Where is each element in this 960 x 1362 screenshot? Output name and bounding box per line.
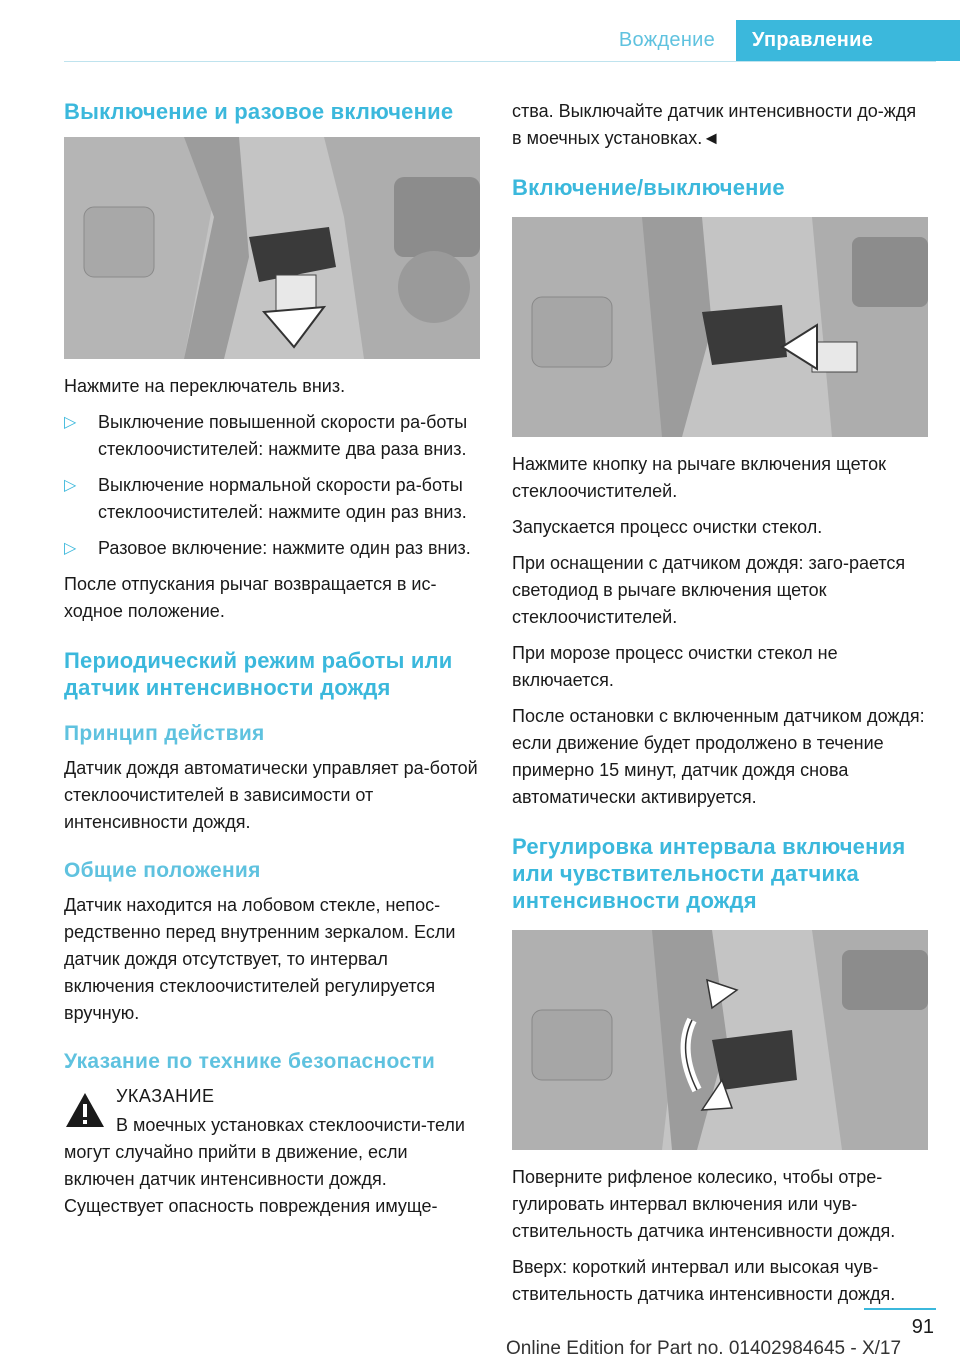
text-up-direction: Вверх: короткий интервал или высокая чув-ствительность датчика интенсивности дождя.	[512, 1257, 896, 1304]
text-press-down: Нажмите на переключатель вниз.	[64, 376, 346, 396]
heading-principle: Принцип действия	[64, 722, 265, 745]
triangle-bullet-icon: ▷	[64, 414, 77, 431]
footer-divider	[864, 1308, 936, 1310]
heading-safety: Указание по технике безопасности	[64, 1050, 436, 1073]
right-column	[512, 98, 928, 1317]
heading-general: Общие положения	[64, 859, 261, 882]
text-after-stop: После остановки с включенным датчиком дождя: если движение будет продолжено в течение примерно 15 минут, датчик дождя снова автоматически активируется.	[512, 706, 925, 807]
list-item: ▷ Разовое включение: нажмите один раз вниз.	[64, 535, 480, 562]
illustration-lever-down	[64, 137, 480, 359]
warning-body: В моечных установках стеклоочисти-тели могут случайно прийти в движение, если включен датчик интенсивности дождя. Существует опасность повреждения имуще-	[64, 1115, 465, 1216]
text-sensor-led: При оснащении с датчиком дождя: заго-рается светодиод в рычаге включения щеток стеклоочистителей.	[512, 553, 906, 627]
safety-warning	[64, 1083, 480, 1220]
text-cleaning-start: Запускается процесс очистки стекол.	[512, 517, 823, 537]
off-options-list	[64, 409, 480, 562]
illustration-knurled-wheel	[512, 930, 928, 1150]
triangle-bullet-icon: ▷	[64, 477, 77, 494]
text-general: Датчик находится на лобовом стекле, непос-редственно перед внутренним зеркалом. Если датчик дождя отсутствует, то интервал включения стеклоочистителей регулируется вручную.	[64, 895, 456, 1023]
online-edition-note: Online Edition for Part no. 01402984645 - X/17	[506, 1338, 902, 1359]
warning-title: УКАЗАНИЕ	[116, 1086, 215, 1106]
heading-off-single: Выключение и разовое включение	[64, 99, 454, 124]
illustration-button-press	[512, 217, 928, 437]
heading-adjust-interval: Регулировка интервала включения или чувствительности датчика интенсивности дождя	[512, 834, 906, 913]
header-chapter-tab[interactable]: Управление	[736, 20, 960, 61]
list-item: ▷ Выключение повышенной скорости ра-боты стеклоочистителей: нажмите два раза вниз.	[64, 409, 480, 463]
page-number: 91	[911, 1316, 934, 1338]
triangle-bullet-icon: ▷	[64, 540, 77, 557]
text-frost: При морозе процесс очистки стекол не включается.	[512, 643, 838, 690]
header-divider	[64, 61, 936, 62]
heading-on-off: Включение/выключение	[512, 175, 785, 200]
text-press-button: Нажмите кнопку на рычаге включения щеток стеклоочистителей.	[512, 454, 886, 501]
heading-interval-mode: Периодический режим работы или датчик интенсивности дождя	[64, 648, 453, 700]
text-turn-wheel: Поверните рифленое колесико, чтобы отре-гулировать интервал включения или чув-ствительность датчика интенсивности дождя.	[512, 1167, 896, 1241]
header-section-tab[interactable]: Вождение	[618, 29, 716, 51]
left-column	[64, 98, 480, 1220]
text-principle: Датчик дождя автоматически управляет ра-ботой стеклоочистителей в зависимости от интенсивности дождя.	[64, 758, 478, 832]
text-continued: ства. Выключайте датчик интенсивности до-ждя в моечных установках.◄	[512, 101, 917, 148]
warning-triangle-icon	[64, 1091, 106, 1129]
list-item: ▷ Выключение нормальной скорости ра-боты стеклоочистителей: нажмите один раз вниз.	[64, 472, 480, 526]
text-release: После отпускания рычаг возвращается в ис-ходное положение.	[64, 574, 437, 621]
